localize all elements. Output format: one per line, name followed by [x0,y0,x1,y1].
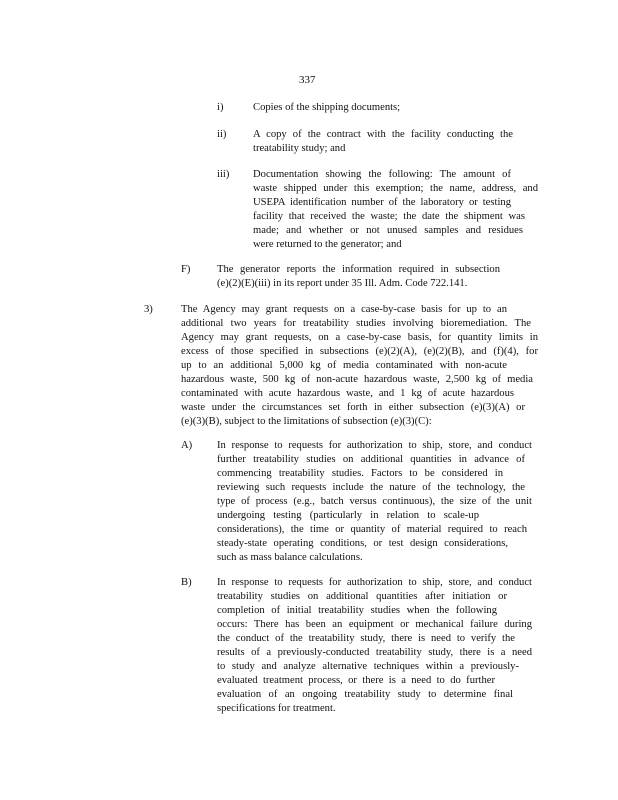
item-line: such as mass balance calculations. [217,552,363,563]
item-line: The Agency may grant requests on a case-by-case basis for up to an [181,304,507,315]
sub-item-marker: iii) [217,169,230,180]
item-line: additional two years for treatability studies involving bioremediation. The [181,318,531,329]
sub-item-line: USEPA identification number of the laboratory or testing [253,197,511,208]
item-line: In response to requests for authorization to ship, store, and conduct [217,577,532,588]
sub-item-line: treatability study; and [253,143,346,154]
item-line: occurs: There has been an equipment or mechanical failure during [217,619,532,630]
item-line: up to an additional 5,000 kg of media contaminated with non-acute [181,360,507,371]
sub-item-line: facility that received the waste; the date the shipment was [253,211,525,222]
sub-item-line: Documentation showing the following: The amount of [253,169,511,180]
item-marker: A) [181,440,193,451]
item-line: type of process (e.g., batch versus continuous), the size of the unit [217,496,532,507]
sub-item-line: made; and whether or not unused samples and residues [253,225,523,236]
item-line: excess of those specified in subsections (e)(2)(A), (e)(2)(B), and (f)(4), for [181,346,538,357]
item-line: reviewing such requests include the nature of the technology, the [217,482,525,493]
item-line: hazardous waste, 500 kg of non-acute hazardous waste, 2,500 kg of media [181,374,533,385]
sub-item-marker: i) [217,102,224,113]
item-line: to study and analyze alternative techniques within a previously- [217,661,519,672]
item-line: further treatability studies on additional quantities in advance of [217,454,525,465]
item-line: evaluation of an ongoing treatability study to determine final [217,689,513,700]
item-line: (e)(2)(E)(iii) in its report under 35 Ill. Adm. Code 722.141. [217,278,468,289]
sub-item-marker: ii) [217,129,227,140]
item-line: contaminated with acute hazardous waste, and 1 kg of acute hazardous [181,388,514,399]
sub-item-line: were returned to the generator; and [253,239,402,250]
item-line: In response to requests for authorization to ship, store, and conduct [217,440,532,451]
item-line: completion of initial treatability studies when the following [217,605,497,616]
item-line: Agency may grant requests, on a case-by-case basis, for quantity limits in [181,332,538,343]
item-line: results of a previously-conducted treatability study, there is a need [217,647,532,658]
item-line: (e)(3)(B), subject to the limitations of subsection (e)(3)(C): [181,416,432,427]
item-line: specifications for treatment. [217,703,336,714]
item-line: commencing treatability studies. Factors to be considered in [217,468,503,479]
sub-item-line: waste shipped under this exemption; the name, address, and [253,183,538,194]
item-line: undergoing testing (particularly in relation to scale-up [217,510,479,521]
item-line: considerations), the time or quantity of material required to reach [217,524,527,535]
item-line: waste under the circumstances set forth in either subsection (e)(3)(A) or [181,402,525,413]
item-marker: F) [181,264,191,275]
item-line: treatability studies on additional quantities after initiation or [217,591,507,602]
item-line: evaluated treatment process, or there is a need to do further [217,675,495,686]
page-number: 337 [299,74,316,86]
item-marker: B) [181,577,192,588]
sub-item-line: Copies of the shipping documents; [253,102,401,113]
item-line: The generator reports the information required in subsection [217,264,500,275]
sub-item-line: A copy of the contract with the facility conducting the [253,129,513,140]
item-marker: 3) [144,304,153,315]
item-line: steady-state operating conditions, or test design considerations, [217,538,508,549]
item-line: the conduct of the treatability study, there is need to verify the [217,633,515,644]
